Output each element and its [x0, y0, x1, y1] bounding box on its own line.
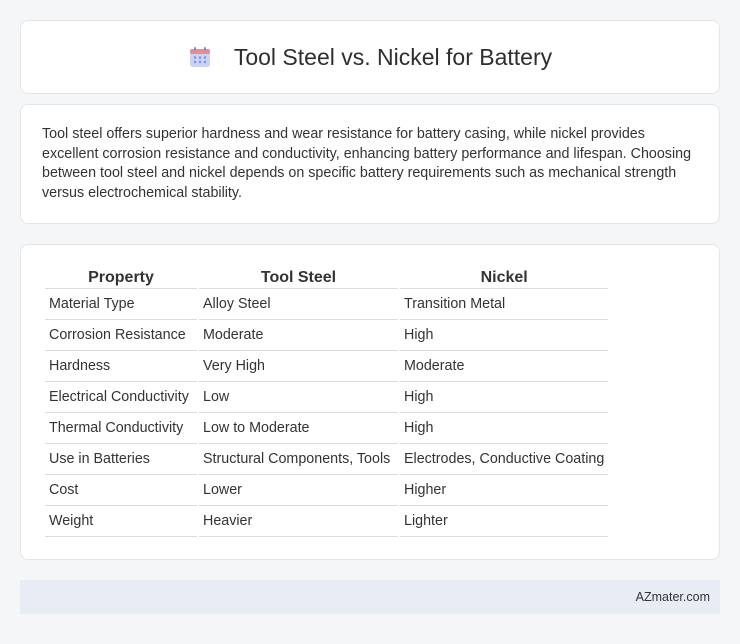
table-header-row — [45, 265, 608, 289]
table-row — [45, 413, 608, 444]
table-cell: Moderate — [400, 351, 608, 382]
table-cell: Electrodes, Conductive Coating — [400, 444, 608, 475]
footer — [20, 580, 720, 614]
table-cell: Thermal Conductivity — [45, 413, 197, 444]
column-header-nickel: Nickel — [400, 265, 608, 289]
table-row — [45, 289, 608, 320]
calendar-icon — [188, 45, 212, 69]
table-cell: Lower — [199, 475, 398, 506]
table-cell: Structural Components, Tools — [199, 444, 398, 475]
comparison-table — [43, 265, 610, 537]
table-cell: Very High — [199, 351, 398, 382]
table-cell: Corrosion Resistance — [45, 320, 197, 351]
table-cell: Cost — [45, 475, 197, 506]
table-cell: Heavier — [199, 506, 398, 537]
table-row — [45, 444, 608, 475]
table-cell: Low to Moderate — [199, 413, 398, 444]
table-cell: High — [400, 382, 608, 413]
table-row — [45, 320, 608, 351]
footer-brand: AZmater.com — [635, 590, 710, 604]
table-cell: Alloy Steel — [199, 289, 398, 320]
comparison-table-card — [20, 244, 720, 560]
page-title: Tool Steel vs. Nickel for Battery — [233, 43, 553, 70]
table-cell: High — [400, 413, 608, 444]
table-row — [45, 506, 608, 537]
table-cell: Material Type — [45, 289, 197, 320]
table-row — [45, 475, 608, 506]
title-card — [20, 20, 720, 94]
table-row — [45, 351, 608, 382]
table-cell: Moderate — [199, 320, 398, 351]
table-row — [45, 382, 608, 413]
column-header-property: Property — [45, 265, 197, 289]
table-cell: Lighter — [400, 506, 608, 537]
column-header-tool-steel: Tool Steel — [199, 265, 398, 289]
table-cell: Higher — [400, 475, 608, 506]
table-cell: High — [400, 320, 608, 351]
description-text: Tool steel offers superior hardness and wear resistance for battery casing, while nickel provides excellent corrosion resistance and conductivity, enhancing battery performance and lifespan. Choosing between tool steel and nickel depends on specific battery requirements such as mechanical strength versus electrochemical stability. — [42, 126, 692, 201]
table-cell: Use in Batteries — [45, 444, 197, 475]
table-cell: Hardness — [45, 351, 197, 382]
table-cell: Electrical Conductivity — [45, 382, 197, 413]
table-cell: Transition Metal — [400, 289, 608, 320]
table-cell: Weight — [45, 506, 197, 537]
description-card — [20, 104, 720, 224]
table-cell: Low — [199, 382, 398, 413]
